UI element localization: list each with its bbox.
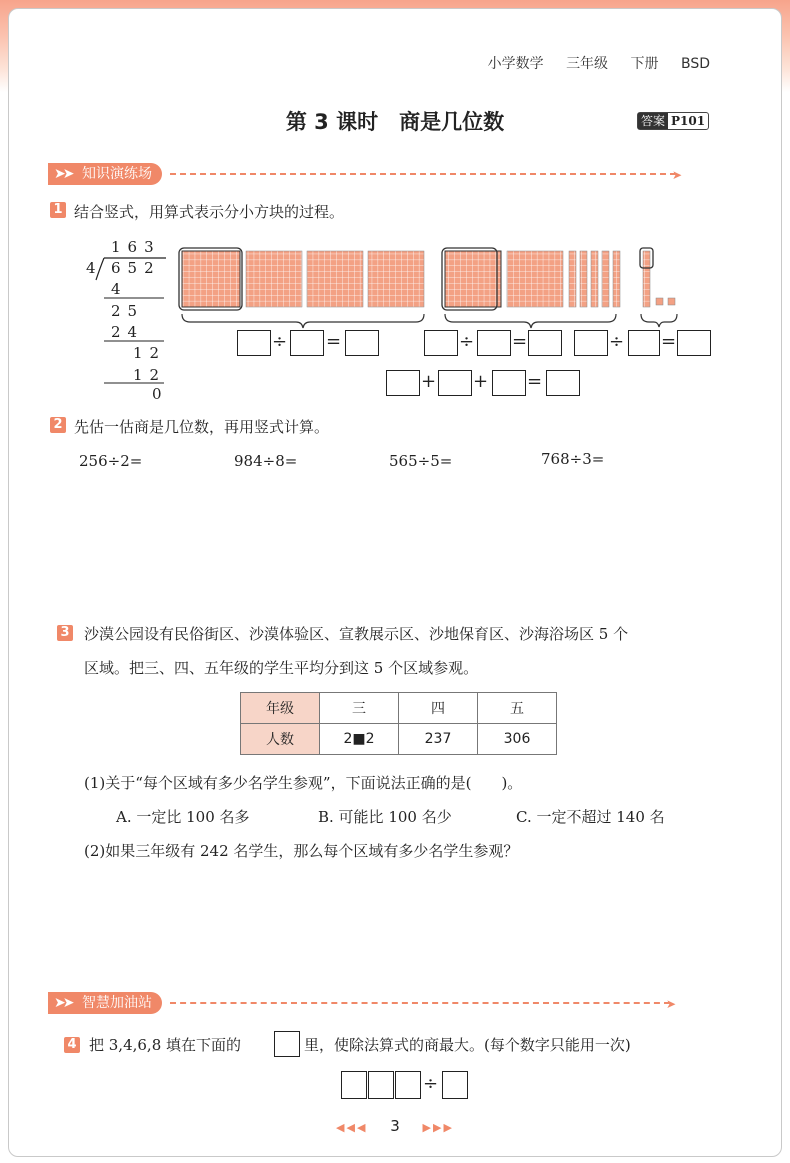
- question-number-4: 4: [64, 1037, 80, 1053]
- q2-text: 先估一估商是几位数，再用竖式计算。: [74, 418, 330, 436]
- q2-item: 256÷2=: [79, 452, 143, 470]
- answer-box[interactable]: [528, 330, 562, 356]
- digit-box[interactable]: [395, 1071, 421, 1099]
- q4-text-b: 里，使除法算式的商最大。(每个数字只能用一次): [304, 1036, 631, 1054]
- q2-item: 984÷8=: [234, 452, 298, 470]
- answer-page: P101: [671, 114, 706, 128]
- q2-item: 768÷3=: [541, 450, 605, 468]
- q3-sub2: (2)如果三年级有 242 名学生，那么每个区域有多少名学生参观？: [84, 842, 519, 860]
- division-quotient: 163: [111, 238, 161, 256]
- header-edition: BSD: [680, 56, 710, 72]
- dashed-divider: [170, 997, 676, 1011]
- q3-option-a[interactable]: A. 一定比 100 名多: [116, 808, 250, 826]
- question-number-3: 3: [57, 625, 73, 641]
- divide-sign: ÷: [459, 331, 475, 352]
- answer-box[interactable]: [492, 370, 526, 396]
- answer-box[interactable]: [438, 370, 472, 396]
- digit-box[interactable]: [368, 1071, 394, 1099]
- answer-box[interactable]: [628, 330, 660, 356]
- answer-box[interactable]: [290, 330, 324, 356]
- prev-arrows-icon: ◀◀◀: [336, 1121, 368, 1134]
- q4-text-a: 把 3,4,6,8 填在下面的: [89, 1036, 242, 1054]
- answer-label: 答案: [638, 113, 668, 129]
- page-number: 3: [390, 1117, 400, 1135]
- plus-sign: +: [421, 371, 437, 392]
- q3-line2: 区域。把三、四、五年级的学生平均分到这 5 个区域参观。: [84, 659, 479, 677]
- lightning-icon: ➤➤: [54, 166, 72, 182]
- equals-sign: =: [527, 371, 543, 392]
- answer-box[interactable]: [424, 330, 458, 356]
- plus-sign: +: [473, 371, 489, 392]
- section-title: 智慧加油站: [82, 995, 152, 1011]
- answer-box[interactable]: [574, 330, 608, 356]
- digit-box[interactable]: [341, 1071, 367, 1099]
- table-row: [241, 693, 557, 724]
- table-cell: 四: [399, 693, 478, 724]
- table-header-cell: 年级: [241, 693, 320, 724]
- header-grade: 三年级: [566, 56, 609, 72]
- divide-sign: ÷: [609, 331, 625, 352]
- division-step: 12: [133, 344, 167, 362]
- answer-box[interactable]: [386, 370, 420, 396]
- header-subject: 小学数学: [487, 56, 544, 72]
- table-cell: 三: [320, 693, 399, 724]
- division-step: 25: [111, 302, 145, 320]
- header-volume: 下册: [630, 56, 659, 72]
- table-cell: 五: [478, 693, 557, 724]
- section-title: 知识演练场: [82, 166, 152, 182]
- q3-sub1: (1)关于“每个区域有多少名学生参观”，下面说法正确的是( )。: [84, 774, 523, 792]
- division-divisor: 4: [86, 259, 96, 277]
- divide-sign: ÷: [272, 331, 288, 352]
- q2-item: 565÷5=: [389, 452, 453, 470]
- table-cell-obscured: 2■2: [320, 724, 399, 755]
- answer-box[interactable]: [477, 330, 511, 356]
- page-footer: [0, 1117, 790, 1135]
- q3-option-b[interactable]: B. 可能比 100 名少: [318, 808, 452, 826]
- division-step: 4: [111, 280, 128, 298]
- answer-box[interactable]: [345, 330, 379, 356]
- question-number-2: 2: [50, 417, 66, 433]
- equals-sign: =: [326, 331, 342, 352]
- division-dividend: 652: [111, 259, 161, 277]
- q3-option-c[interactable]: C. 一定不超过 140 名: [516, 808, 665, 826]
- arrow-icon: ➤: [665, 997, 676, 1011]
- next-arrows-icon: ▶▶▶: [422, 1121, 454, 1134]
- table-row: [241, 724, 557, 755]
- inline-box: [274, 1031, 300, 1057]
- arrow-icon: ➤: [671, 168, 682, 182]
- division-step: 12: [133, 366, 167, 384]
- answer-box[interactable]: [546, 370, 580, 396]
- answer-box[interactable]: [677, 330, 711, 356]
- grade-table: [240, 692, 557, 755]
- question-number-1: 1: [50, 202, 66, 218]
- answer-box[interactable]: [237, 330, 271, 356]
- division-step: 24: [111, 323, 145, 341]
- table-header-cell: 人数: [241, 724, 320, 755]
- lightning-icon: ➤➤: [54, 995, 72, 1011]
- equals-sign: =: [661, 331, 677, 352]
- divide-sign: ÷: [423, 1073, 439, 1094]
- block-illustration: [0, 0, 790, 330]
- table-cell: 237: [399, 724, 478, 755]
- equals-sign: =: [512, 331, 528, 352]
- division-step: 0: [152, 385, 169, 403]
- table-cell: 306: [478, 724, 557, 755]
- digit-box[interactable]: [442, 1071, 468, 1099]
- q3-line1: 沙漠公园设有民俗街区、沙漠体验区、宣教展示区、沙地保育区、沙海浴场区 5 个: [84, 625, 629, 643]
- q1-text: 结合竖式，用算式表示分小方块的过程。: [74, 203, 345, 221]
- section-banner-wisdom: [48, 992, 676, 1014]
- page-title: 第 3 课时 商是几位数: [285, 110, 505, 134]
